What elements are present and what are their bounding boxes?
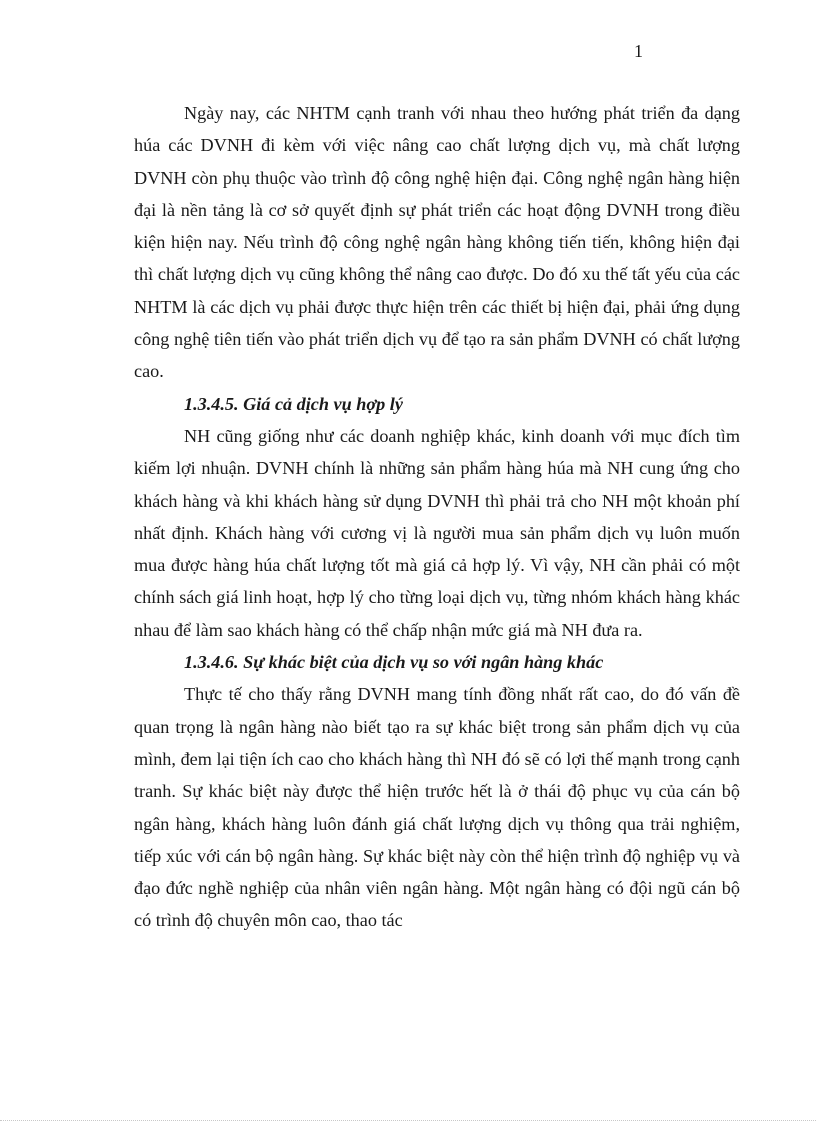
section-heading-1-3-4-5: 1.3.4.5. Giá cả dịch vụ hợp lý (184, 393, 403, 414)
paragraph-technology: Ngày nay, các NHTM cạnh tranh với nhau theo hướng phát triển đa dạng húa các DVNH đi kèm với việc nâng cao chất lượng dịch vụ, mà chất lượng DVNH còn phụ thuộc vào trình độ công nghệ hiện đại. Công nghệ ngân hàng hiện đại là nền tảng là cơ sở quyết định sự phát triển các hoạt động DVNH trong điều kiện hiện nay. Nếu trình độ công nghệ ngân hàng không tiến tiến, không hiện đại thì chất lượng dịch vụ cũng không thể nâng cao được. Do đó xu thế tất yếu của các NHTM là các dịch vụ phải được thực hiện trên các thiết bị hiện đại, phải ứng dụng công nghệ tiên tiến vào phát triển dịch vụ để tạo ra sản phẩm DVNH có chất lượng cao. (134, 103, 740, 382)
page-number: 1 (634, 41, 643, 61)
paragraph-pricing: NH cũng giống như các doanh nghiệp khác, kinh doanh với mục đích tìm kiếm lợi nhuận. DVNH chính là những sản phẩm hàng húa mà NH cung ứng cho khách hàng và khi khách hàng sử dụng DVNH thì phải trả cho NH một khoản phí nhất định. Khách hàng với cương vị là người mua sản phẩm dịch vụ luôn muốn mua được hàng húa chất lượng tốt mà giá cả hợp lý. Vì vậy, NH cần phải có một chính sách giá linh hoạt, hợp lý cho từng loại dịch vụ, từng nhóm khách hàng khác nhau để làm sao khách hàng có thể chấp nhận mức giá mà NH đưa ra. (134, 425, 740, 640)
paragraph-differentiation: Thực tế cho thấy rằng DVNH mang tính đồng nhất rất cao, do đó vấn đề quan trọng là ngân hàng nào biết tạo ra sự khác biệt trong sản phẩm dịch vụ của mình, đem lại tiện ích cao cho khách hàng thì NH đó sẽ có lợi thế mạnh trong cạnh tranh. Sự khác biệt này được thể hiện trước hết là ở thái độ phục vụ của cán bộ ngân hàng, khách hàng luôn đánh giá chất lượng dịch vụ thông qua trải nghiệm, tiếp xúc với cán bộ ngân hàng. Sự khác biệt này còn thể hiện trình độ nghiệp vụ và đạo đức nghề nghiệp của nhân viên ngân hàng. Một ngân hàng có đội ngũ cán bộ có trình độ chuyên môn cao, thao tác (134, 684, 740, 931)
section-heading-1-3-4-6: 1.3.4.6. Sự khác biệt của dịch vụ so với ngân hàng khác (184, 652, 604, 673)
document-body (134, 97, 740, 937)
page-bottom-divider (0, 1120, 816, 1121)
